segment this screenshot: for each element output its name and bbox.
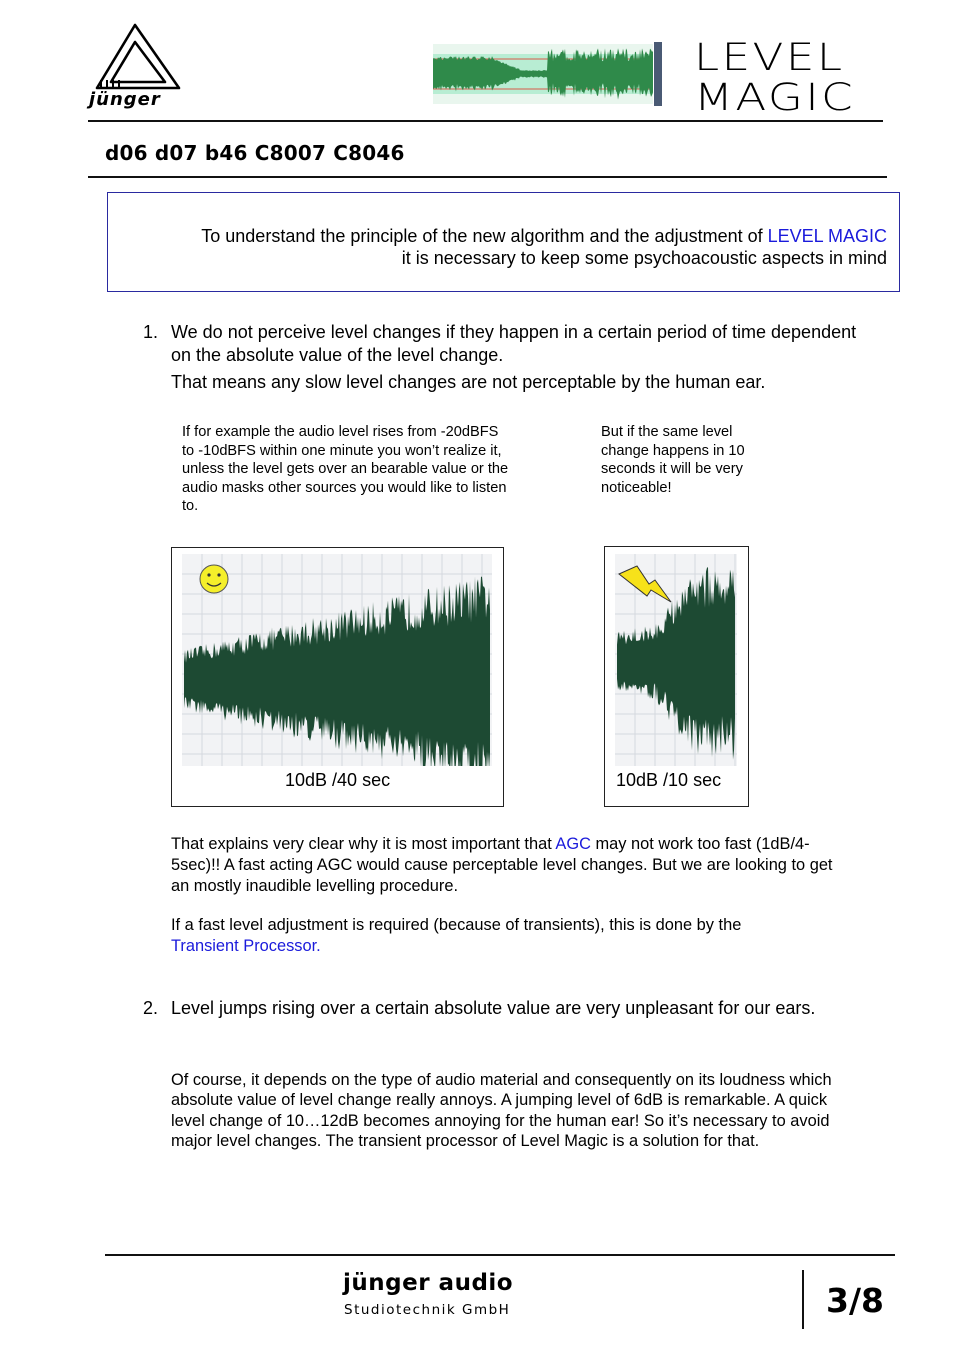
example-fast-change: But if the same level change happens in 10 seconds it will be very noticeable! — [601, 424, 745, 496]
page-number: 3/8 — [826, 1281, 884, 1320]
intro-box — [107, 192, 900, 292]
agc-explanation-start: That explains very clear why it is most important that — [171, 835, 556, 853]
slow-waveform-plot — [182, 554, 492, 766]
brand-title-line1: LEVEL — [694, 36, 845, 79]
fast-change-waveform-figure — [604, 546, 749, 807]
point1-text: We do not perceive level changes if they happen in a certain period of time dependent on the absolute value of the level change. — [171, 322, 857, 365]
smiley-icon — [200, 565, 228, 593]
logo-wordmark: jünger — [89, 89, 161, 110]
agc-explanation — [171, 834, 851, 896]
level-magic-title — [694, 38, 938, 118]
transient-explanation — [171, 915, 851, 957]
intro-highlight: LEVEL MAGIC — [767, 226, 887, 246]
transient-processor-link[interactable]: Transient Processor. — [171, 936, 321, 955]
header-divider — [88, 120, 883, 122]
intro-text-line2: it is necessary to keep some psychoacoustic aspects in mind — [401, 248, 887, 268]
title-divider — [88, 176, 887, 178]
brand-title-line2: MAGIC — [694, 76, 856, 119]
agc-explanation-end: may not work too fast (1dB/4-5sec)!! A fast acting AGC would cause perceptable level changes. But we are looking to get an mostly inaudible levelling procedure. — [171, 835, 833, 895]
example-slow-change: If for example the audio level rises from -20dBFS to -10dBFS within one minute you won’t realize it, unless the level gets over an bearable value or the audio masks other sources you would like to listen to. — [182, 424, 509, 514]
footer-brand: jünger audio — [343, 1270, 514, 1296]
junger-logo — [85, 20, 189, 112]
fast-waveform-plot — [615, 554, 737, 766]
fast-figure-caption: 10dB /10 sec — [616, 770, 722, 790]
footer-subtitle: Studiotechnik GmbH — [344, 1302, 511, 1318]
point2-text: Level jumps rising over a certain absolute value are very unpleasant for our ears. — [171, 998, 816, 1018]
point1-number: 1. — [143, 322, 159, 342]
intro-text-start: To understand the principle of the new algorithm and the adjustment of — [201, 226, 768, 246]
footer-separator — [802, 1270, 804, 1329]
slow-change-waveform-figure — [171, 547, 504, 807]
point2-number: 2. — [143, 998, 159, 1018]
transient-explanation-start: If a fast level adjustment is required (because of transients), this is done by the — [171, 916, 742, 934]
product-codes: d06 d07 b46 C8007 C8046 — [105, 141, 405, 165]
level-magic-waveform-thumbnail — [433, 42, 663, 106]
point2-detail: Of course, it depends on the type of audio material and consequently on its loudness which absolute value of level change really annoys. A jumping level of 6dB is remarkable. A quick level change of 10…12dB becomes annoying for the human ear! So it’s necessary to avoid major level changes. The transient processor of Level Magic is a solution for that. — [171, 1071, 832, 1151]
slow-figure-caption: 10dB /40 sec — [285, 770, 391, 790]
agc-link[interactable]: AGC — [555, 835, 591, 853]
intro-text — [127, 225, 887, 269]
footer-divider — [105, 1254, 895, 1256]
point1-subtext: That means any slow level changes are not perceptable by the human ear. — [171, 372, 766, 392]
